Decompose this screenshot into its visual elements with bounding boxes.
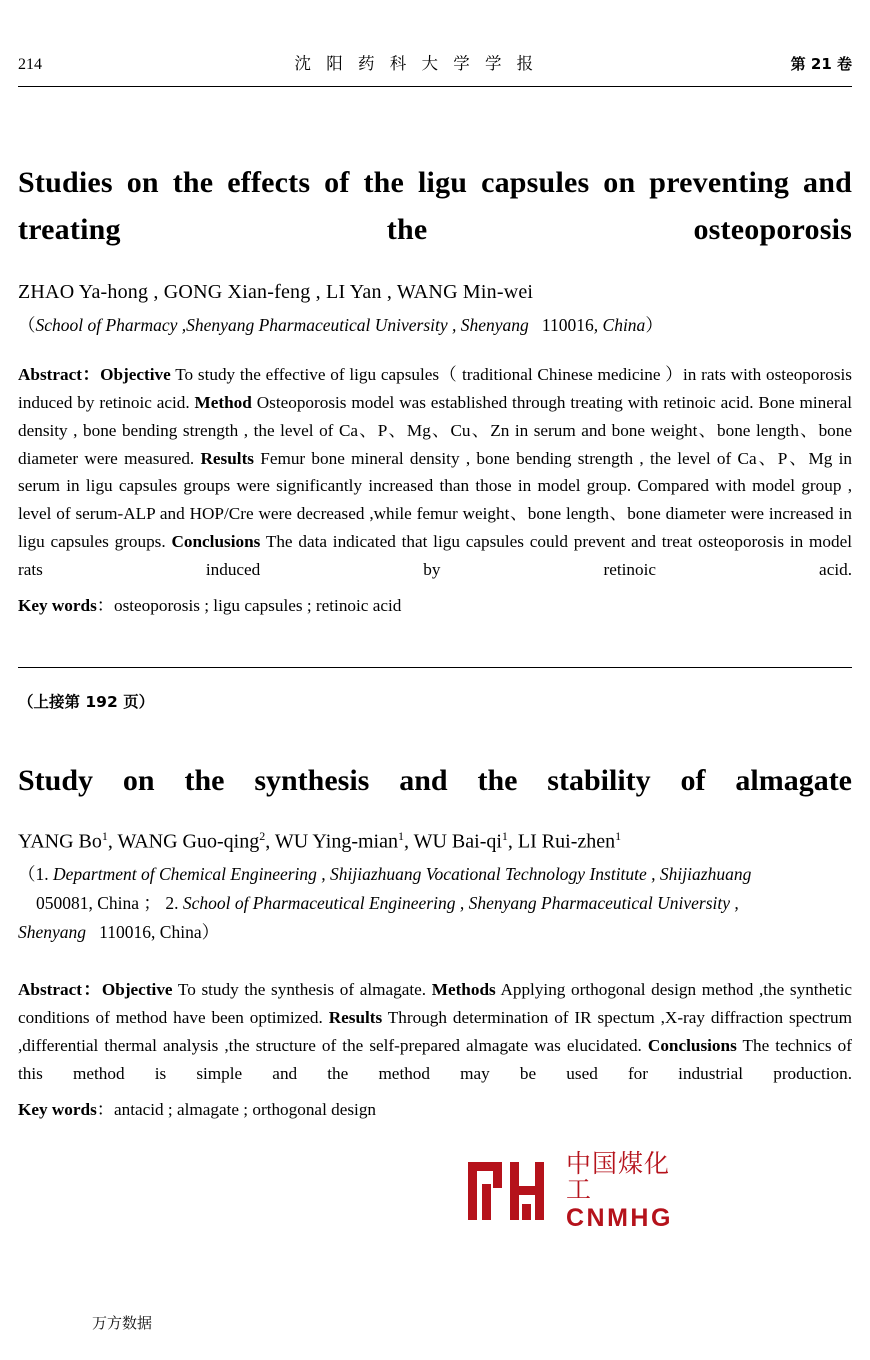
header-divider <box>18 86 852 87</box>
keywords-colon: ： <box>96 1099 114 1119</box>
results-text: Femur bone mineral density , bone bending strength , the level of Ca、P、Mg in serum in ligu capsules groups were significantly increased than those in model group. Compared with model group , level of serum-ALP and HOP/Cre were decreased ,while femur weight、bone length、bone diameter were increased in ligu capsules groups. <box>18 448 853 552</box>
article-1-keywords <box>18 592 852 620</box>
logo-chinese-name: 中国煤化工 <box>566 1148 671 1204</box>
method-text: Osteoporosis model was established through treating with retinoic acid. Bone mineral density , bone bending strength , the level of Ca、P、Mg、Cu、Zn in serum and bone weight、bone length、bone diameter were measured. <box>18 392 853 468</box>
author-name: , WU Ying-mian <box>265 830 398 853</box>
abstract-colon: ： <box>81 979 102 999</box>
continued-from-note: （上接第 192 页） <box>18 693 155 711</box>
affiliation-country: , China <box>593 315 646 335</box>
affiliation-text-2: School of Pharmaceutical Engineering , Shenyang Pharmaceutical University , <box>182 893 739 914</box>
section-divider <box>18 667 852 668</box>
methods-text: Applying orthogonal design method ,the synthetic conditions of method have been optimized. <box>18 979 852 1028</box>
affiliation-close-paren: ） <box>645 315 663 335</box>
objective-text: To study the effective of ligu capsules（ traditional Chinese medicine ）in rats with osteoporosis induced by retinoic acid. <box>18 365 852 412</box>
affiliation-postcode-2: 110016 <box>99 922 152 943</box>
author-name: YANG Bo <box>18 830 102 853</box>
author-affil-marker: 1 <box>501 829 508 843</box>
author-name: , WU Bai-qi <box>403 830 502 853</box>
conclusions-text: The technics of this method is simple and the method may be used for industrial production. <box>18 1036 852 1084</box>
results-label: Results <box>328 1008 383 1028</box>
affiliation-close-paren: ） <box>201 922 220 943</box>
wanfang-watermark: 万方数据 <box>92 1314 153 1332</box>
keywords-colon: ： <box>96 595 114 615</box>
author-name: , WANG Guo-qing <box>107 830 260 853</box>
article-2-keywords <box>18 1095 852 1120</box>
affiliation-open-paren: （ <box>18 863 36 884</box>
article-1-abstract <box>18 361 852 584</box>
cnmhg-monogram-icon <box>466 1158 558 1224</box>
running-head <box>18 50 852 74</box>
affiliation-open-paren: （ <box>18 315 36 335</box>
affiliation-index-1: 1. <box>35 863 49 884</box>
affiliation-index-2: 2. <box>165 893 179 914</box>
conclusions-label: Conclusions <box>647 1036 737 1056</box>
methods-label: Methods <box>431 979 496 999</box>
results-label: Results <box>200 448 254 468</box>
author-affil-marker: 1 <box>615 829 622 843</box>
author-affil-marker: 2 <box>259 829 266 843</box>
author-affil-marker: 1 <box>397 829 404 843</box>
keywords-text: osteoporosis ; ligu capsules ; retinoic acid <box>113 595 402 615</box>
logo-english-name: CNMHG <box>566 1204 673 1233</box>
method-label: Method <box>194 392 252 412</box>
objective-text: To study the synthesis of almagate. <box>177 979 427 999</box>
abstract-label: Abstract <box>18 365 82 384</box>
volume-label: 第 21 卷 <box>790 55 852 73</box>
keywords-label: Key words <box>18 595 97 615</box>
affiliation-country-2: , China <box>151 922 202 943</box>
keywords-label: Key words <box>18 1099 97 1119</box>
journal-title: 沈 阳 药 科 大 学 学 报 <box>294 54 539 73</box>
keywords-text: antacid ; almagate ; orthogonal design <box>113 1099 377 1119</box>
affiliation-city-2: Shenyang <box>18 922 87 943</box>
logo-text <box>566 1148 681 1233</box>
conclusions-label: Conclusions <box>171 532 261 552</box>
author-affil-marker: 1 <box>101 829 108 843</box>
affiliation-text-1: Department of Chemical Engineering , Shijiazhuang Vocational Technology Institute , Shijiazhuang <box>53 863 752 884</box>
article-1 <box>18 160 852 619</box>
article-2-abstract <box>18 976 852 1089</box>
article-2 <box>18 758 852 1120</box>
abstract-label: Abstract <box>18 979 82 999</box>
affiliation-country-1: , China ； <box>88 893 161 914</box>
affiliation-text: School of Pharmacy ,Shenyang Pharmaceutical University , Shenyang <box>35 315 529 335</box>
publisher-logo <box>466 1148 681 1233</box>
objective-label: Objective <box>101 979 173 999</box>
affiliation-postcode-1: 050081 <box>36 893 89 914</box>
article-2-authors <box>18 829 852 854</box>
page-number: 214 <box>18 56 42 73</box>
article-1-affiliation <box>18 312 852 337</box>
article-1-authors: ZHAO Ya-hong , GONG Xian-feng , LI Yan , WANG Min-wei <box>18 281 534 303</box>
article-1-title: Studies on the effects of the ligu capsules on preventing and treating the osteoporosis <box>18 166 852 246</box>
affiliation-postcode: 110016 <box>541 315 594 335</box>
article-2-title: Study on the synthesis and the stability of almagate <box>18 764 852 797</box>
article-2-affiliation <box>18 860 852 948</box>
results-text: Through determination of IR spectum ,X-ray diffraction spectrum ,differential thermal analysis ,the structure of the self-prepared almagate was elucidated. <box>18 1008 852 1056</box>
abstract-colon: ： <box>81 365 101 384</box>
author-name: , LI Rui-zhen <box>507 830 616 853</box>
objective-label: Objective <box>100 365 171 384</box>
conclusions-text: The data indicated that ligu capsules could prevent and treat osteoporosis in model rats induced by retinoic acid. <box>18 532 852 580</box>
